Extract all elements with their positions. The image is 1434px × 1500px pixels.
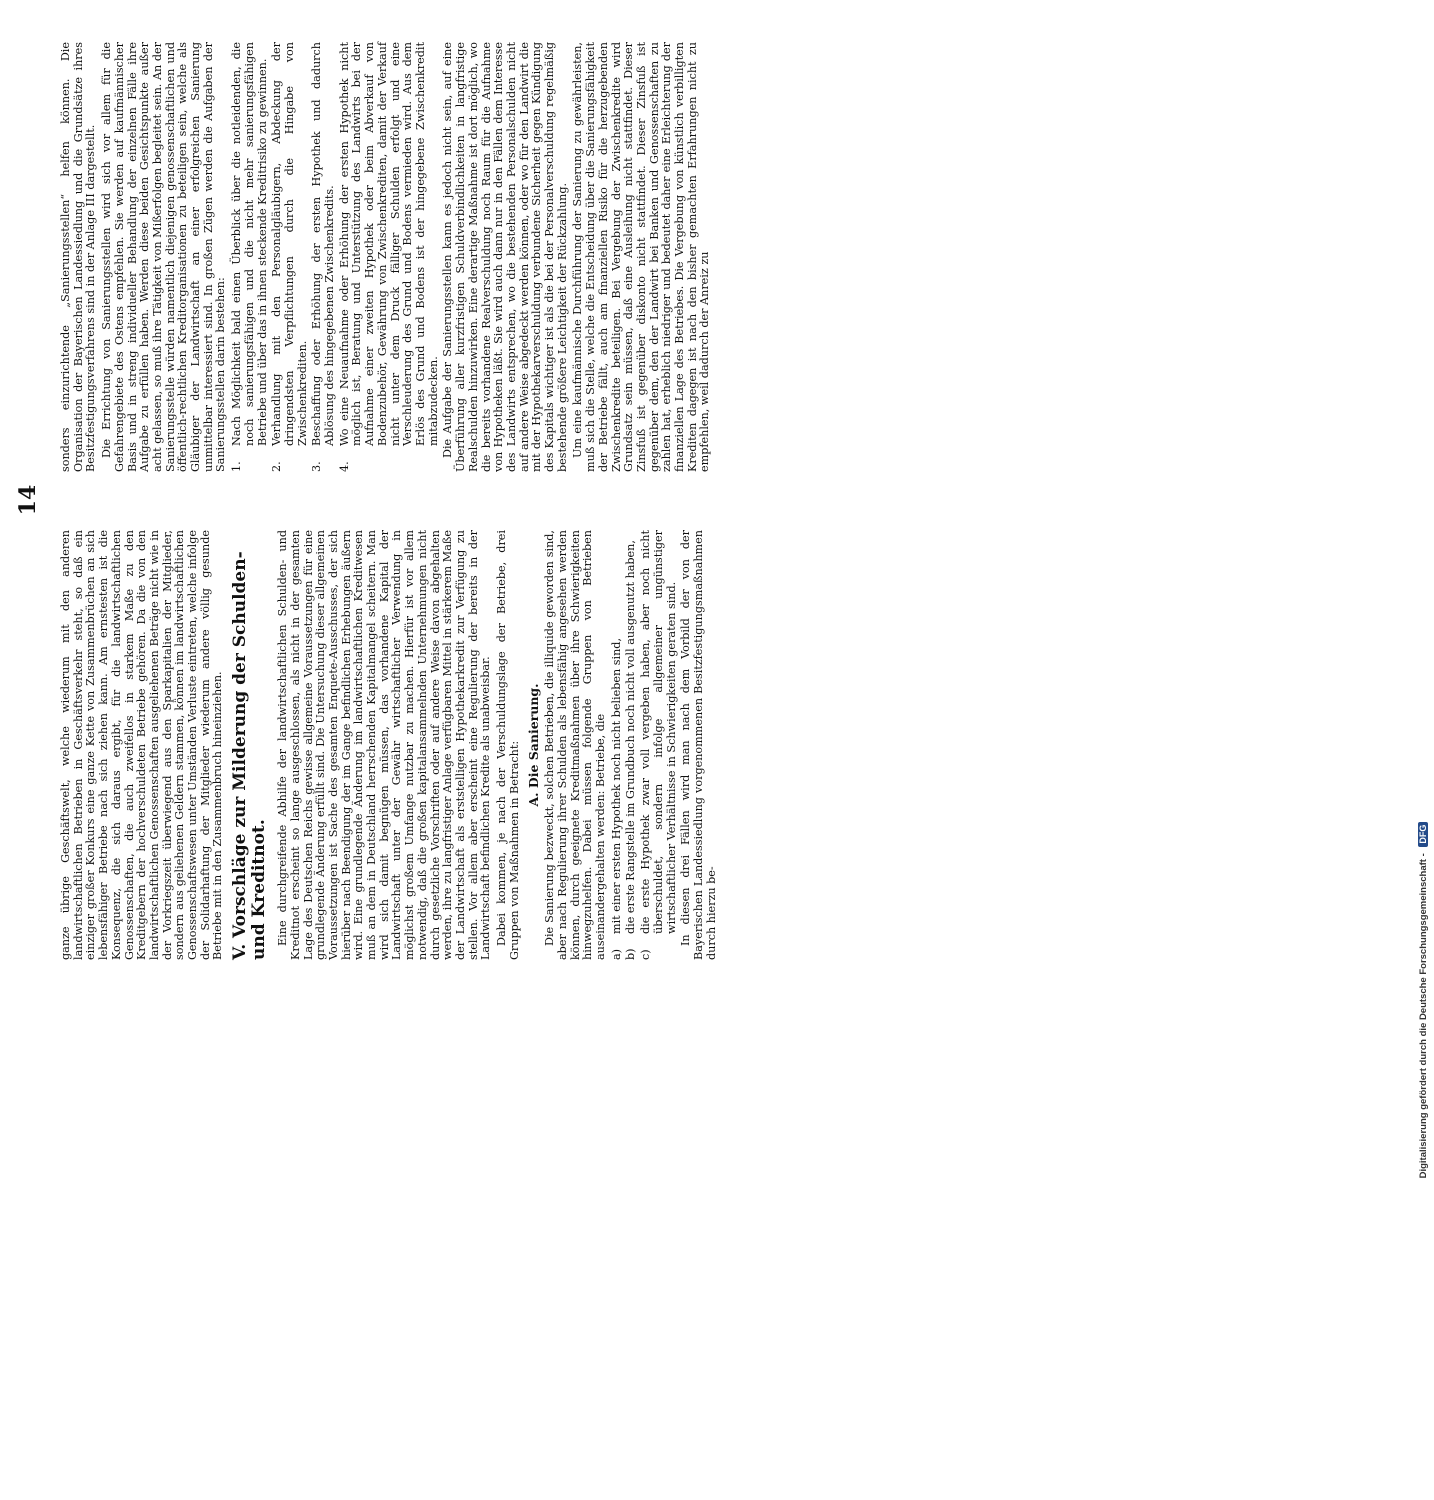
sub-heading: A. Die Sanierung. — [525, 683, 541, 807]
list-marker: 3. — [310, 461, 324, 472]
list-marker: b) — [624, 948, 638, 960]
list-marker: 1. — [230, 461, 244, 472]
paragraph: Eine durchgreifende Abhilfe der landwirtschaftlichen Schulden- und Kreditnot erscheint so lange ausgeschlossen, als nicht in der gesamten Lage des Deutschen Reichs gewisse allgemeine Voraussetzungen für eine grundlegende Änderung erfüllt sind. Die Untersuchung dieser allgemeinen Voraussetzungen ist Sache des gesamten Enquete-Ausschusses, der sich hierüber nach Beendigung der im Gange befindlichen Erhebungen äußern wird. Eine grundlegende Änderung im landwirtschaftlichen Kreditwesen muß an dem in Deutschland herrschenden Kapitalmangel scheitern. Man wird sich damit begnügen müssen, das vorhandene Kapital der Landwirtschaft unter der Gewähr wirtschaftlicher Verwendung in möglichst großem Umfange nutzbar zu machen. Hierfür ist vor allem notwendig, daß die großen kapitalansammelnden Unternehmungen nicht durch gesetzliche Vorschriften oder auf andere Weise davon abgehalten werden, ihre zu langfristiger Anlage verfügbaren Mittel in stärkerem Maße der Landwirtschaft als erststelligen Hypothekarkredit zur Verfügung zu stellen. Vor allem aber erscheint eine Regulierung der bereits in der Landwirtschaft befindlichen Kredite als unabweisbar. — [276, 530, 493, 960]
paragraph: Die Aufgabe der Sanierungsstellen kann es jedoch nicht sein, auf eine Überführung aller kurzfristigen Schuldverbindlichkeiten in langfristige Realschulden hinzuwirken. Eine derartige Maßnahme ist dort möglich, wo die bereits vorhandene Realverschuldung noch Raum für die Aufnahme von Hypotheken läßt. Sie wird auch dann nur in den Fällen dem Interesse des Landwirts entsprechen, wo die bestehenden Personalschulden nicht auf andere Weise abgedeckt werden können, oder wo für den Landwirt die mit der Hypothekarverschuldung verbundene Sicherheit gegen Kündigung des Kapitals wichtiger ist als die bei der Personalverschuldung regelmäßig bestehende größere Leichtigkeit der Rückzahlung. — [441, 42, 569, 472]
paragraph: ganze übrige Geschäftswelt, welche wiederum mit den anderen landwirtschaftlichen Betrieben in Geschäftsverkehr steht, so daß ein einziger großer Konkurs eine ganze Kette von Zusammenbrüchen an sich lebensfähiger Betriebe nach sich ziehen kann. Am ernstesten ist die Konsequenz, die sich daraus ergibt, für die landwirtschaftlichen Genossenschaften, die auch zweifellos in starkem Maße zu den Kreditgebern der hochverschuldeten Betriebe gehören. Da die von den landwirtschaftlichen Genossenschaften ausgeliehenen Beträge nicht wie in der Vorkriegszeit überwiegend aus den Sparkapitalien der Mitglieder, sondern aus geliehenen Geldern stammen, können im landwirtschaftlichen Genossenschaftswesen unter Umständen Verluste eintreten, welche infolge der Solidarhaftung der Mitglieder wiederum andere völlig gesunde Betriebe mit in den Zusammenbruch hineinziehen. — [59, 530, 225, 960]
paragraph: Dabei kommen, je nach der Verschuldungslage der Betriebe, drei Gruppen von Maßnahmen in Betracht: — [495, 530, 521, 960]
list-item — [611, 530, 624, 960]
paragraph: Um eine kaufmännische Durchführung der Sanierung zu gewährleisten, muß sich die Stelle, welche die Entscheidung über die Sanierungsfähigkeit der Betriebe fällt, auch am finanziellen Risiko für die herzugebenden Zwischenkredite beteiligen. Bei Vergebung der Zwischenkredite wird Grundsatz sein müssen, daß eine Ausleihung nicht stattfindet. Dieser Zinsfuß ist gegenüber diskonto nicht stattfindet. Dieser Zinsfuß ist gegenüber dem, den der Landwirt bei Banken und Genossenschaften zu zahlen hat, erheblich niedriger und bedeutet daher eine Erleichterung der finanziellen Lage des Betriebes. Die Vergebung von künstlich verbilligten Krediten dagegen ist nach den bisher gemachten Erfahrungen nicht zu empfehlen, weil dadurch der Anreiz zu — [571, 42, 712, 472]
list-text: die erste Hypothek zwar voll vergeben haben, aber noch nicht überschuldet, sondern infolge allgemeiner ungünstiger wirtschaftlicher Verhältnisse in Schwierigkeiten geraten sind. — [639, 530, 678, 934]
list-text: Verhandlung mit den Personalgläubigern, Abdeckung der dringendsten Verpflichtungen durch die Hingabe von Zwischenkrediten. — [270, 42, 309, 446]
page-number: 14 — [15, 484, 41, 516]
list-item — [271, 42, 309, 472]
list-text: Wo eine Neuaufnahme oder Erhöhung der ersten Hypothek nicht möglich ist, Beratung und Unterstützung des Landwirts bei der Aufnahme einer zweiten Hypothek oder beim Abverkauf von Bodenzubehör, Gewährung von Zwischenkrediten, damit der Verkauf nicht unter dem Druck fälliger Schulden erfolgt und eine Verschleuderung des Grund und Bodens vermieden wird. Aus dem Erlös des Grund und Bodens ist der hingegebene Zwischenkredit mitabzudecken. — [337, 42, 440, 446]
list-item — [625, 530, 638, 960]
list-item — [640, 530, 678, 960]
list-marker: 4. — [337, 461, 351, 472]
list-item — [231, 42, 269, 472]
paragraph: In diesen drei Fällen wird man nach dem Vorbild der von der Bayerischen Landessiedlung vorgenommenen Besitzfestigungsmaßnahmen durch hierzu be- — [679, 530, 718, 960]
list-item — [339, 42, 441, 472]
paragraph: Die Errichtung von Sanierungsstellen wird sich vor allem für die Gefahrengebiete des Ostens empfehlen. Sie werden auf kaufmännischer Basis und in streng individueller Behandlung der einzelnen Fälle ihre Aufgabe zu erfüllen haben. Werden diese beiden Gesichtspunkte außer acht gelassen, so muß ihre Tätigkeit von Mißerfolgen begleitet sein. An der Sanierungsstelle würden namentlich diejenigen genossenschaftlichen und öffentlich-rechtlichen Kreditorganisationen zu beteiligen sein, welche als Gläubiger der Landwirtschaft an einer erfolgreichen Sanierung unmittelbar interessiert sind. In großen Zügen werden die Aufgaben der Sanierungsstellen darin bestehen: — [100, 42, 228, 472]
paragraph: sonders einzurichtende „Sanierungsstellen“ helfen können. Die Organisation der Bayerischen Landessiedlung und die Grundsätze ihres Besitzfestigungsverfahrens sind in der Anlage III dargestellt. — [59, 42, 98, 472]
digitization-text: Digitalisierung gefördert durch die Deutsche Forschungsgemeinschaft - — [1418, 853, 1429, 1179]
list-item — [311, 42, 336, 472]
list-marker: 2. — [270, 461, 284, 472]
right-column — [60, 42, 715, 472]
section-heading: V. Vorschläge zur Milderung der Schulden- und Kreditnot. — [230, 551, 270, 960]
list-text: die erste Rangstelle im Grundbuch noch nicht voll ausgenutzt haben, — [624, 540, 638, 934]
digitization-note — [1418, 500, 1432, 1500]
paragraph: Die Sanierung bezweckt, solchen Betrieben, die illiquide geworden sind, aber nach Regulierung ihrer Schulden als lebensfähig angesehen werden können, durch geeignete Kreditmaßnahmen über ihre Schwierigkeiten hinwegzuhelfen. Dabei müssen folgende Gruppen von Betrieben auseinandergehalten werden: Betriebe, die — [543, 530, 608, 960]
list-text: Beschaffung oder Erhöhung der ersten Hypothek und dadurch Ablösung des hingegebenen Zwischenkredits. — [310, 42, 337, 446]
list-text: Nach Möglichkeit bald einen Überblick über die notleidenden, die noch sanierungsfähigen und die nicht mehr sanierungsfähigen Betriebe und über das in ihnen steckende Kreditrisiko zu gewinnen. — [230, 42, 269, 446]
list-text: mit einer ersten Hypothek noch nicht belieben sind, — [609, 637, 623, 934]
list-marker: a) — [609, 948, 623, 960]
dfg-logo: DFG — [1418, 822, 1428, 847]
list-marker: c) — [639, 949, 653, 960]
left-column — [60, 530, 721, 960]
